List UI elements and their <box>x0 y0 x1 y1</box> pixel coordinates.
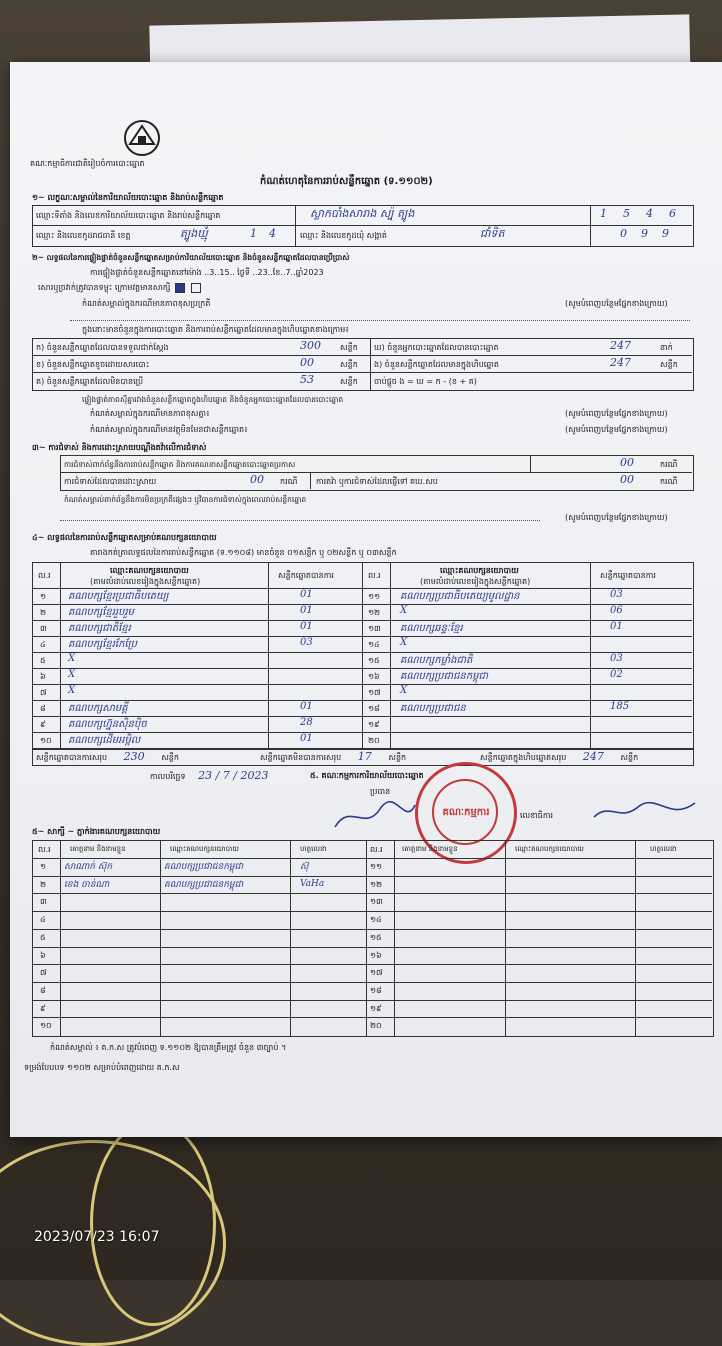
party-row-no: ១៤ <box>368 640 380 649</box>
party-row-name: គណបក្សហ្វ៊ុនស៊ិនប៉ិច <box>68 719 147 730</box>
location-value: ស្លាកបាំងសារាង ស្ប៉ុ ត្បូង <box>310 207 415 220</box>
remark-1-note: (សូមបំពេញបន្ថែមផ្នែកខាងក្រោយ) <box>565 299 668 308</box>
intro-line: ក្នុងនោះមានចំនួនក្នុងការបោះឆ្នោត និងការរាប់សន្លឹកឆ្នោតដែលមានក្នុងហិបឆ្នោតខាងក្រោម៖ <box>82 325 349 334</box>
party-row-name: គណបក្សសាមគ្គី <box>68 703 128 714</box>
party-row-no: ១៦ <box>368 672 380 681</box>
row-formula: ចាប់ផ្តួច ង = ឃ = ក - (ខ + គ) <box>374 377 477 386</box>
w-col-name-left: គោត្តនាម និងនាមខ្លួន <box>70 845 126 853</box>
party-row-name: គណបក្សឆន្ទៈខ្មែរ <box>400 623 463 634</box>
resolved-label: ការជំទាស់ដែលបានដោះស្រាយ <box>64 477 157 486</box>
chair-label: ប្រធាន <box>370 787 391 796</box>
date-line: កាលបរិច្ឆេទ 23 / 7 / 2023 <box>150 769 269 782</box>
col-votes-left: សន្លឹកឆ្នោតបានការ <box>278 571 334 580</box>
checkbox-yes[interactable] <box>175 283 185 293</box>
witness-row-no: ១៦ <box>370 950 382 960</box>
row-c-value: 53 <box>300 373 314 386</box>
witness-row-no: ៩ <box>40 1003 46 1013</box>
party-row-name: X <box>68 669 76 680</box>
witness-row-no: ១ <box>40 862 47 871</box>
witness-row-name: ខេង ចាន់ណា <box>64 879 110 890</box>
party-row-name: គណបក្សដើមអម្ពិល <box>68 735 141 746</box>
objection-value: 00 <box>620 456 634 469</box>
section4-subtitle: តារាងកត់ត្រាលទ្ធផលនៃការរាប់សន្លឹកឆ្នោត (ទ.១១០៨) មានចំនួន ០១សន្លឹក ឬ ០២សន្លឹក ឬ ០៣សន្លឹក <box>90 548 397 557</box>
check-line: ផ្ទៀងផ្ទាត់ភាពស៊ីគ្នារវាងចំនួនសន្លឹកឆ្នោតក្នុងហិបឆ្នោត និងចំនួនអ្នកបោះឆ្នោតដែលបានបោះឆ្នោត <box>82 395 344 404</box>
commune-code: 099 <box>620 227 683 240</box>
party-row-name: គណបក្សកម្លាំងជាតិ <box>400 655 473 666</box>
witness-row-no: ១៥ <box>370 932 382 942</box>
forwarded-unit: ករណី <box>660 477 678 486</box>
party-row-name: X <box>400 605 408 616</box>
row-c-label: គ) ចំនួនសន្លឹកឆ្នោតដែលមិនបានប្រើ <box>36 377 144 386</box>
photo-timestamp: 2023/07/23 16:07 <box>34 1229 160 1245</box>
witness-row-no: ៥ <box>40 932 46 942</box>
party-row-votes: 01 <box>300 621 313 632</box>
party-row-no: ៨ <box>40 704 46 713</box>
witness-row-no: ៧ <box>40 968 47 978</box>
count-time-line: ការផ្ទៀងផ្ទាត់ចំនួនសន្លឹកឆ្នោតនៅម៉ោង ..3..15.. ថ្ងៃទី ..23..ខែ..7..ឆ្នាំ2023 <box>90 268 324 277</box>
w-col-name-right: គោត្តនាម និងនាមខ្លួន <box>402 845 458 853</box>
party-row-votes: 03 <box>300 637 313 648</box>
witness-row-sign: ស៊ុ <box>300 862 309 872</box>
witness-row-no: ១៨ <box>370 985 382 995</box>
section4-title: ៤~ លទ្ធផលនៃការរាប់សន្លឹកឆ្នោតសម្រាប់គណបក្សនយោបាយ <box>32 533 217 542</box>
forwarded-value: 00 <box>620 473 634 486</box>
party-row-votes: 185 <box>610 701 630 712</box>
row-e-value: 247 <box>610 356 631 369</box>
org-name: គណៈកម្មាធិការជាតិរៀបចំការបោះឆ្នោត <box>30 159 145 168</box>
location-code: 1546 <box>600 207 692 220</box>
party-row-no: ១០ <box>40 736 52 745</box>
party-row-votes: 01 <box>610 621 623 632</box>
resolved-value: 00 <box>250 473 264 486</box>
party-row-name: គណបក្សខ្មែរកែប្រែ <box>68 639 137 650</box>
party-row-no: ២ <box>40 608 47 617</box>
w-col-sign-right: ហត្ថលេខា <box>650 845 677 853</box>
location-label: ឈ្មោះទីតាំង និងលេខការិយាល័យបោះឆ្នោត និងរាប់សន្លឹកឆ្នោត <box>36 211 221 220</box>
w-col-party-right: ឈ្មោះគណបក្សនយោបាយ <box>515 845 584 853</box>
checkbox-no[interactable] <box>191 283 201 293</box>
province-code: 14 <box>250 227 288 240</box>
row-b-unit: សន្លឹក <box>340 360 358 369</box>
party-row-no: ៤ <box>40 640 46 649</box>
party-row-name: គណបក្សខ្មែររួបរួម <box>68 607 134 618</box>
remark-1: កំណត់សម្គាល់ក្នុងករណីមានភាពខុសប្រក្រតី <box>82 299 211 308</box>
party-row-name: គណបក្សប្រជាធិបតេយ្យមូលដ្ឋាន <box>400 591 520 602</box>
party-row-name: គណបក្សជាតិខ្មែរ <box>68 623 131 634</box>
witness-row-no: ៦ <box>40 950 46 960</box>
section3-title: ៣~ ការជំទាស់ និងការដោះស្រាយបណ្តឹងតវ៉ាលើការជំទាស់ <box>32 443 207 452</box>
witness-row-no: ១០ <box>40 1021 52 1031</box>
invalid-total: សន្លឹកឆ្នោតមិនបានការសរុប 17 សន្លឹក <box>260 750 407 763</box>
party-row-name: X <box>68 653 76 664</box>
party-row-no: ១ <box>40 592 47 601</box>
w-col-party-left: ឈ្មោះគណបក្សនយោបាយ <box>170 845 239 853</box>
footer-note: កំណត់សម្គាល់ ៖ គ.ក.ស ត្រូវបំពេញ ទ.១១០២ ឱ្យបានត្រឹមត្រូវ ចំនួន ៣ច្បាប់ ។ <box>50 1043 287 1052</box>
witness-row-no: ១៧ <box>370 968 383 978</box>
seal-line: សោរឬច្រវាក់ត្រូវបានទម្លុះ ក្រោមវត្តមានសាក្សី <box>38 282 203 293</box>
party-row-name: គណបក្សប្រជាជនកម្ពុជា <box>400 671 488 682</box>
party-row-no: ៧ <box>40 688 47 697</box>
section2-title: ២~ លទ្ធផលនៃការផ្ទៀងផ្ទាត់ចំនួនសន្លឹកឆ្នោតសម្រាប់ការិយាល័យបោះឆ្នោត និងចំនួនសន្លឹកឆ្នោតដែលបានប្រើប្រាស់ <box>32 253 350 262</box>
party-row-votes: 01 <box>300 701 313 712</box>
party-row-votes: 02 <box>610 669 623 680</box>
cable <box>90 1120 216 1326</box>
party-row-no: ១៧ <box>368 688 381 697</box>
nec-emblem-icon <box>118 118 166 158</box>
bullet-1: កំណត់សម្គាល់ក្នុងករណីមានភាពខុសគ្នា៖ <box>90 409 210 418</box>
form-code: ទម្រង់បែបបទ ១១០២ សម្រាប់បំពេញដោយ គ.ក.ស <box>24 1063 180 1072</box>
row-a-value: 300 <box>300 339 321 352</box>
party-row-name: X <box>68 685 76 696</box>
party-row-no: ៣ <box>40 624 47 633</box>
row-d-value: 247 <box>610 339 631 352</box>
party-row-name: X <box>400 685 408 696</box>
party-row-no: ១៣ <box>368 624 381 633</box>
witness-row-sign: VaHa <box>300 878 325 889</box>
w-col-sign-left: ហត្ថលេខា <box>300 845 327 853</box>
objection-label: ការជំទាស់ពាក់ព័ន្ធនឹងការរាប់សន្លឹកឆ្នោត និងការគណនាសន្លឹកឆ្នោតបោះឆ្នោតប្រកាស <box>64 460 296 469</box>
witness-row-no: ៣ <box>40 897 47 907</box>
witness-row-no: ៤ <box>40 915 46 925</box>
party-row-votes: 01 <box>300 589 313 600</box>
witness-row-no: ២ <box>40 879 47 889</box>
bullet-2: កំណត់សម្គាល់ក្នុងករណីមានវត្ថុមិនមែនជាសន្លឹកឆ្នោត៖ <box>90 425 248 434</box>
witness-row-no: ២០ <box>370 1021 382 1031</box>
witness-row-no: ១៩ <box>370 1003 382 1013</box>
commune-label: ឈ្មោះ និងលេខកូដឃុំ សង្កាត់ <box>300 231 387 240</box>
bullet-2-note: (សូមបំពេញបន្ថែមផ្នែកខាងក្រោយ) <box>565 425 668 434</box>
party-row-no: ១២ <box>368 608 381 617</box>
col-votes-right: សន្លឹកឆ្នោតបានការ <box>600 571 656 580</box>
resolved-unit: ករណី <box>280 477 298 486</box>
party-row-votes: 06 <box>610 605 623 616</box>
row-b-label: ខ) ចំនួនសន្លឹកឆ្នោតខូចដោយសារបោះ <box>36 360 150 369</box>
row-c-unit: សន្លឹក <box>340 377 358 386</box>
section1-title: ១~ លក្ខណៈសម្គាល់នៃការិយាល័យបោះឆ្នោត និងរាប់សន្លឹកឆ្នោត <box>32 193 224 202</box>
bullet-1-note: (សូមបំពេញបន្ថែមផ្នែកខាងក្រោយ) <box>565 409 668 418</box>
province-value: ត្បូងឃ្មុំ <box>180 227 208 240</box>
secretary-label: លេខាធិការ <box>520 811 554 820</box>
section3-remark: កំណត់សម្គាល់ពាក់ព័ន្ធនឹងការមិនប្រក្រតីផ្សេងៗ ឬវិធានការជំទាស់ក្នុងពេលរាប់សន្លឹកឆ្នោត <box>64 495 307 504</box>
party-row-name: គណបក្សប្រជាជន <box>400 703 466 714</box>
party-row-votes: 03 <box>610 589 623 600</box>
party-row-no: ១១ <box>368 592 381 601</box>
witness-row-no: ១២ <box>370 879 383 889</box>
chair-signature <box>330 797 420 837</box>
row-d-label: ឃ) ចំនួនអ្នកបោះឆ្នោតដែលបានបោះឆ្នោត <box>374 343 499 352</box>
witness-row-no: ១១ <box>370 862 383 871</box>
witness-row-no: ៨ <box>40 985 46 995</box>
form-title: កំណត់ហេតុនៃការរាប់សន្លឹកឆ្នោត (ទ.១១០២) <box>260 176 433 187</box>
w-col-no-right: ល.រ <box>370 845 383 854</box>
party-row-no: ៩ <box>40 720 46 729</box>
col-party-sub-right: (តាមលំដាប់លេខរៀងក្នុងសន្លឹកឆ្នោត) <box>420 577 531 586</box>
witness-row-no: ១៤ <box>370 915 382 925</box>
party-row-votes: 03 <box>610 653 623 664</box>
col-no-right: ល.រ <box>368 571 381 580</box>
party-row-no: ១៨ <box>368 704 380 713</box>
witness-row-party: គណបក្សប្រជាជនកម្ពុជា <box>164 862 244 872</box>
row-e-unit: សន្លឹក <box>660 360 678 369</box>
col-party-right: ឈ្មោះគណបក្សនយោបាយ <box>440 566 519 575</box>
col-party-left: ឈ្មោះគណបក្សនយោបាយ <box>110 566 189 575</box>
witness-row-no: ១៣ <box>370 897 383 907</box>
party-row-no: ៦ <box>40 672 46 681</box>
row-d-unit: នាក់ <box>660 343 673 352</box>
ballot-count-form <box>10 62 722 1137</box>
row-a-label: ក) ចំនួនសន្លឹកឆ្នោតដែលបានទទួលជាក់ស្តែង <box>36 343 169 352</box>
party-row-no: ១៩ <box>368 720 380 729</box>
w-col-no-left: ល.រ <box>38 845 51 854</box>
party-row-name: X <box>400 637 408 648</box>
party-row-no: ១៥ <box>368 656 380 665</box>
section3-note: (សូមបំពេញបន្ថែមផ្នែកខាងក្រោយ) <box>565 513 668 522</box>
row-b-value: 00 <box>300 356 314 369</box>
secretary-signature <box>590 797 700 827</box>
committee-label: ៥. គណៈកម្មការការិយាល័យបោះឆ្នោត <box>310 771 424 780</box>
party-row-no: ២០ <box>368 736 380 745</box>
province-label: ឈ្មោះ និងលេខកូដរាជធានី ខេត្ត <box>36 231 131 240</box>
forwarded-label: ការតវ៉ា ឬការជំទាស់ដែលផ្ញើទៅ គឃ.សប <box>316 477 438 486</box>
objection-unit: ករណី <box>660 460 678 469</box>
col-party-sub-left: (តាមលំដាប់លេខរៀងក្នុងសន្លឹកឆ្នោត) <box>90 577 201 586</box>
row-e-label: ង) ចំនួនសន្លឹកឆ្នោតដែលមានក្នុងហិបឆ្នោត <box>374 360 499 369</box>
party-row-votes: 01 <box>300 733 313 744</box>
valid-total: សន្លឹកឆ្នោតបានការសរុប 230 សន្លឹក <box>36 750 179 763</box>
col-no-left: ល.រ <box>38 571 51 580</box>
official-stamp: គណៈកម្មការ <box>415 762 517 864</box>
section5-title: ៥~ សាក្សី ~ ភ្នាក់ងារគណបក្សនយោបាយ <box>32 827 161 836</box>
box-total: សន្លឹកឆ្នោតក្នុងហិបឆ្នោតសរុប 247 សន្លឹក <box>480 750 639 763</box>
party-row-votes: 28 <box>300 717 313 728</box>
party-row-votes: 01 <box>300 605 313 616</box>
witness-row-name: សាណាក់ ស៊ុក <box>64 862 113 872</box>
row-a-unit: សន្លឹក <box>340 343 358 352</box>
commune-value: ជាំទិត <box>480 227 505 240</box>
witness-row-party: គណបក្សប្រជាជនកម្ពុជា <box>164 879 244 890</box>
party-row-no: ៥ <box>40 656 46 665</box>
party-row-name: គណបក្សខ្មែរប្រជាធិបតេយ្យ <box>68 591 169 602</box>
